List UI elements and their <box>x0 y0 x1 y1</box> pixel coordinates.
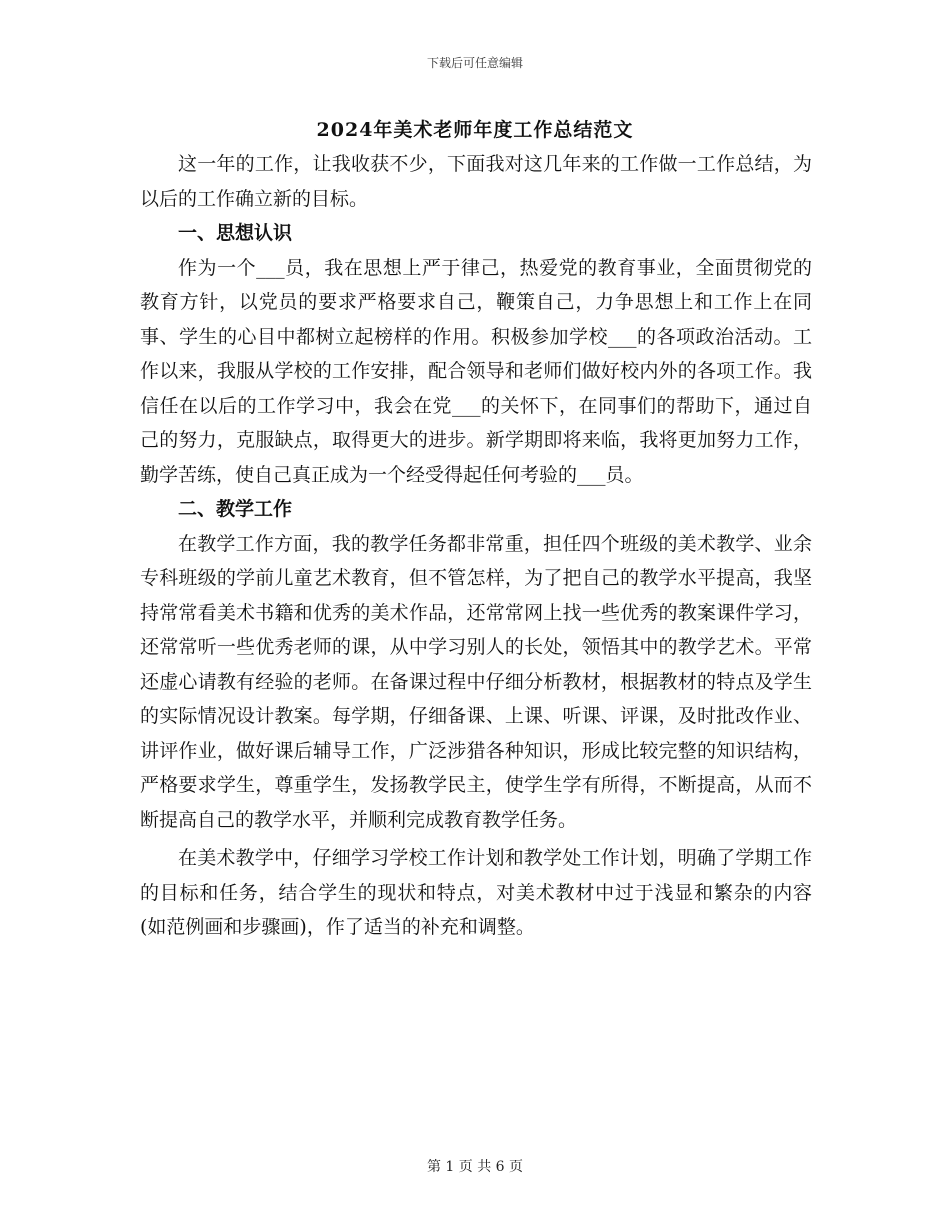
section-heading-teaching: 二、教学工作 <box>178 498 293 520</box>
document-body <box>140 147 812 945</box>
thought-paragraph: 作为一个___员，我在思想上严于律己，热爱党的教育事业，全面贯彻党的教育方针，以党员的要求严格要求自己，鞭策自己，力争思想上和工作上在同事、学生的心目中都树立起榜样的作用。积极参加学校___的各项政治活动。工作以来，我服从学校的工作安排，配合领导和老师们做好校内外的各项工作。我信任在以后的工作学习中，我会在党___的关怀下，在同事们的帮助下，通过自己的努力，克服缺点，取得更大的进步。新学期即将来临，我将更加努力工作，勤学苦练，使自己真正成为一个经受得起任何考验的___员。 <box>140 256 812 486</box>
section-heading-thought: 一、思想认识 <box>178 222 293 244</box>
intro-paragraph: 这一年的工作，让我收获不少，下面我对这几年来的工作做一工作总结，为以后的工作确立新的目标。 <box>140 153 812 210</box>
art-teaching-paragraph: 在美术教学中，仔细学习学校工作计划和教学处工作计划，明确了学期工作的目标和任务，结合学生的现状和特点，对美术教材中过于浅显和繁杂的内容(如范例画和步骤画)，作了适当的补充和调整。 <box>140 847 812 938</box>
header-note: 下载后可任意编辑 <box>426 56 523 70</box>
teaching-paragraph: 在教学工作方面，我的教学任务都非常重，担任四个班级的美术教学、业余专科班级的学前儿童艺术教育，但不管怎样，为了把自己的教学水平提高，我坚持常常看美术书籍和优秀的美术作品，还常常网上找一些优秀的教案课件学习，还常常听一些优秀老师的课，从中学习别人的长处，领悟其中的教学艺术。平常还虚心请教有经验的老师。在备课过程中仔细分析教材，根据教材的特点及学生的实际情况设计教案。每学期，仔细备课、上课、听课、评课，及时批改作业、讲评作业，做好课后辅导工作，广泛涉猎各种知识，形成比较完整的知识结构，严格要求学生，尊重学生，发扬教学民主，使学生学有所得，不断提高，从而不断提高自己的教学水平，并顺利完成教育教学任务。 <box>140 532 812 831</box>
page-number: 第 1 页 共 6 页 <box>426 1159 524 1175</box>
document-title: 2024年美术老师年度工作总结范文 <box>316 119 634 141</box>
